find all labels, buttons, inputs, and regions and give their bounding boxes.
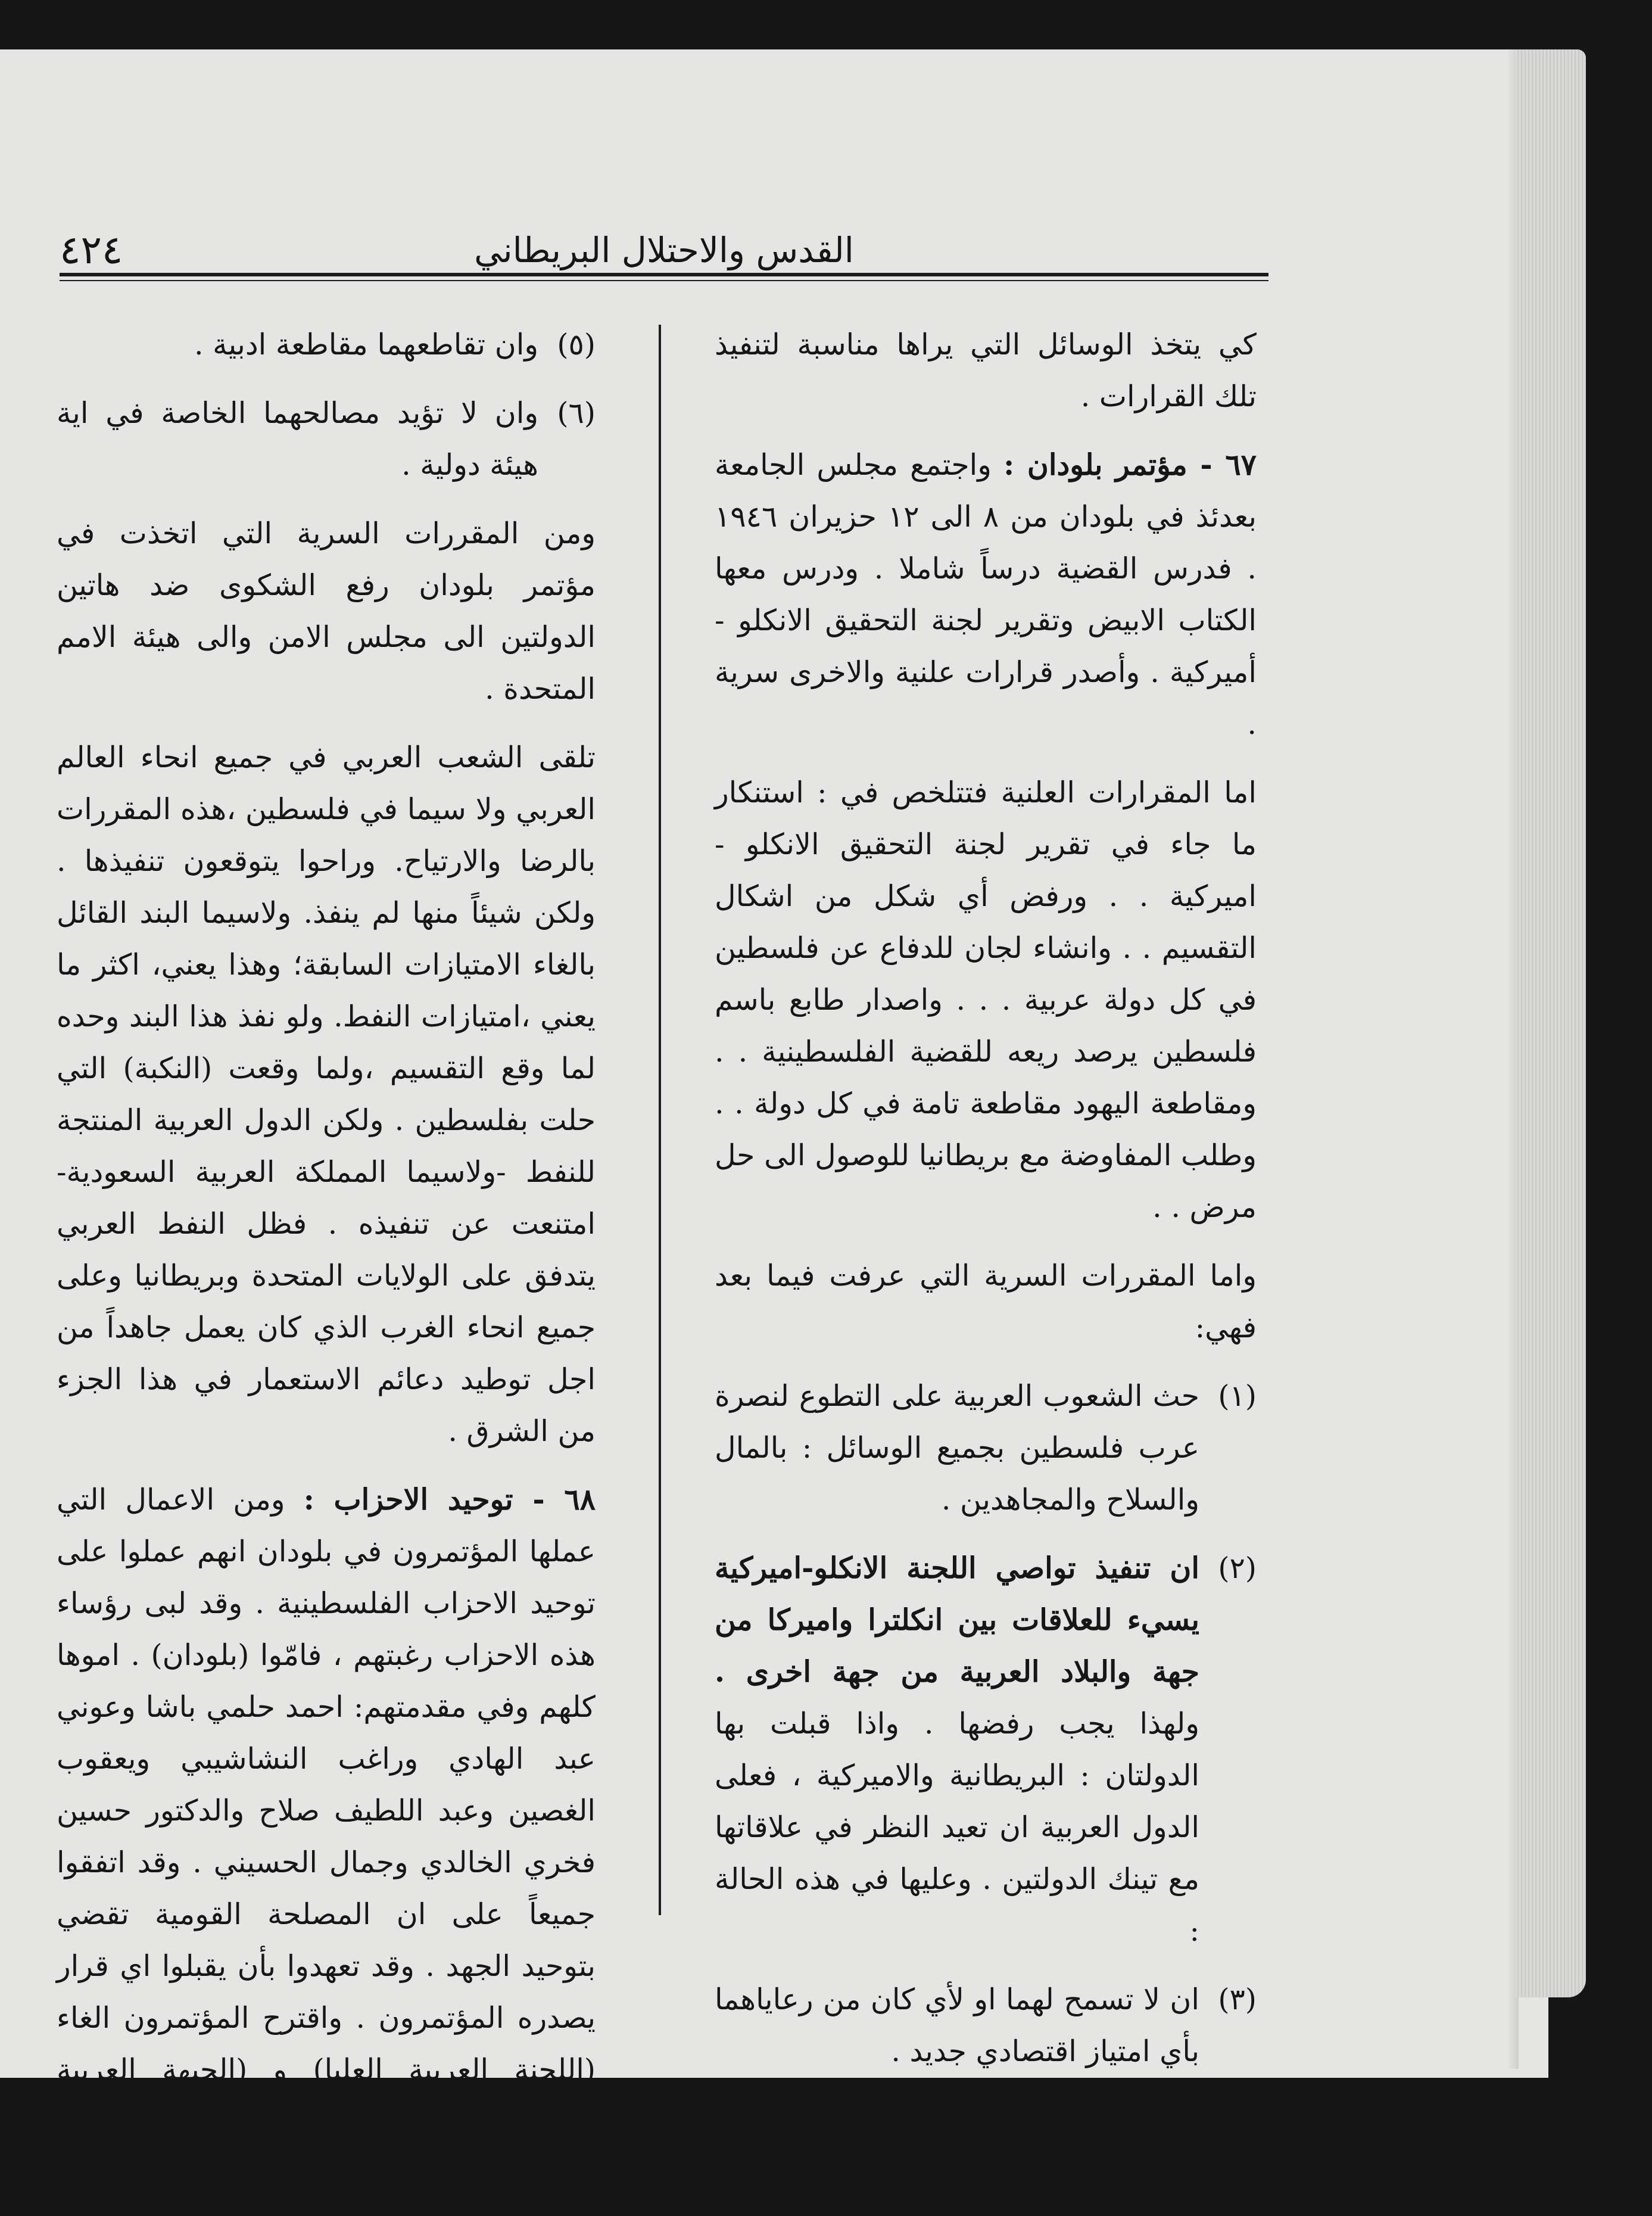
paragraph-body: ومن الاعمال التي عملها المؤتمرون في بلودان انهم عملوا على توحيد الاحزاب الفلسطينية . وقد لبى رؤساء هذه الاحزاب رغبتهم ، فامّوا (بلودان) . اموها كلهم وفي مقدمتهم: احمد حلمي باشا وعوني عبد الهادي وراغب النشاشيبي ويعقوب الغصين وعبد اللطيف صلاح والدكتور حسين فخري الخالدي وجمال الحسيني . وقد اتفقوا جميعاً على ان المصلحة القومية تقضي بتوحيد الجهد . وقد تعهدوا بأن يقبلوا اي قرار يصدره المؤتمرون . واقترح المؤتمرون الغاء (اللجنة العربية العليا) و (الجبهة العربية العليا). وتوحيدهما في لجنة واحدة اسموها: ( الهيئة العربية [57,1483,596,2190]
section-68 [57,1474,596,2199]
column-divider [659,325,661,1915]
paragraph: اما المقرارات العلنية فتتلخص في : استنكار ما جاء في تقرير لجنة التحقيق الانكلو - اميركية . . ورفض أي شكل من اشكال التقسيم . . وانشاء لجان للدفاع عن فلسطين في كل دولة عربية . . . واصدار طابع باسم فلسطين يرصد ريعه للقضية الفلسطينية . . ومقاطعة اليهود مقاطعة تامة في كل دولة . . وطلب المفاوضة مع بريطانيا للوصول الى حل مرض . . [715,776,1257,1224]
list-item [57,387,596,491]
running-title: القدس والاحتلال البريطاني [474,230,854,270]
list-item [715,1370,1257,1526]
item-number: (٦) [557,396,596,430]
paragraph: ومن المقررات السرية التي اتخذت في مؤتمر بلودان رفع الشكوى ضد هاتين الدولتين الى مجلس الامن والى هيئة الامم المتحدة . [57,516,596,706]
item-number: (٤) [1218,2103,1257,2137]
running-header [60,223,1268,277]
header-rule-thick [60,273,1268,276]
item-number: (٣) [1218,1982,1257,2016]
list-item [715,1542,1257,1957]
item-text: ان لا تسمح لهما او لأي كان من رعاياهما بأي امتياز اقتصادي جديد . [715,1982,1199,2068]
item-text-bold: ان تنفيذ تواصي اللجنة الانكلو-اميركية يسيء للعلاقات بين انكلترا واميركا من جهة والبلاد العربية من جهة اخرى . [715,1551,1199,1689]
section-67 [715,439,1257,750]
item-number: (٥) [557,328,596,362]
page-number: ٤٢٤ [60,227,123,273]
page-stack-edge [1516,49,1586,1997]
list-item [715,1974,1257,2077]
item-text: ولهذا يجب رفضها . واذا قبلت بها الدولتان : البريطانية والاميركية ، فعلى الدول العربية ان تعيد النظر في علاقاتها مع تينك الدولتين . وعليها في هذه الحالة : [715,1707,1199,1948]
left-column [57,319,596,2216]
list-item [57,319,596,371]
list-item [715,2094,1257,2198]
item-text: وان تنظر في الغاء ما لهما من امتيازات في البلاد العربية . [715,2103,1199,2189]
paragraph: واما المقررات السرية التي عرفت فيما بعد فهي: [715,1259,1257,1344]
item-text: وان تقاطعهما مقاطعة ادبية . [194,328,538,362]
paragraph: تلقى الشعب العربي في جميع انحاء العالم العربي ولا سيما في فلسطين ،هذه المقررات بالرضا والارتياح. وراحوا يتوقعون تنفيذها . ولكن شيئاً منها لم ينفذ. ولاسيما البند القائل بالغاء الامتيازات السابقة؛ وهذا يعني، اكثر ما يعني ،امتيازات النفط. ولو نفذ هذا البند وحده لما وقع التقسيم ،ولما وقعت (النكبة) التي حلت بفلسطين . ولكن الدول العربية المنتجة للنفط -ولاسيما المملكة العربية السعودية- امتنعت عن تنفيذه . فظل النفط العربي يتدفق على الولايات المتحدة وبريطانيا وعلى جميع انحاء الغرب الذي كان يعمل جاهداً من اجل توطيد دعائم الاستعمار في هذا الجزء من الشرق . [57,740,596,1448]
header-rule-thin [60,280,1268,281]
item-number: (١) [1218,1379,1257,1413]
item-text: وان لا تؤيد مصالحهما الخاصة في اية هيئة دولية . [57,396,538,482]
item-text: حث الشعوب العربية على التطوع لنصرة عرب فلسطين بجميع الوسائل : بالمال والسلاح والمجاهدين . [715,1379,1199,1517]
right-column [715,319,1257,2214]
item-number: (٢) [1218,1551,1257,1585]
paragraph-body: واجتمع مجلس الجامعة بعدئذ في بلودان من ٨ الى ١٢ حزيران ١٩٤٦ . فدرس القضية درساً شاملا . ودرس معها الكتاب الابيض وتقرير لجنة التحقيق الانكلو - أميركية . وأصدر قرارات علنية والاخرى سرية . [715,448,1257,741]
section-heading: ٦٨ - توحيد الاحزاب : [303,1482,596,1517]
paragraph: كي يتخذ الوسائل التي يراها مناسبة لتنفيذ تلك القرارات . [715,328,1257,413]
section-heading: ٦٧ - مؤتمر بلودان : [1003,447,1257,482]
